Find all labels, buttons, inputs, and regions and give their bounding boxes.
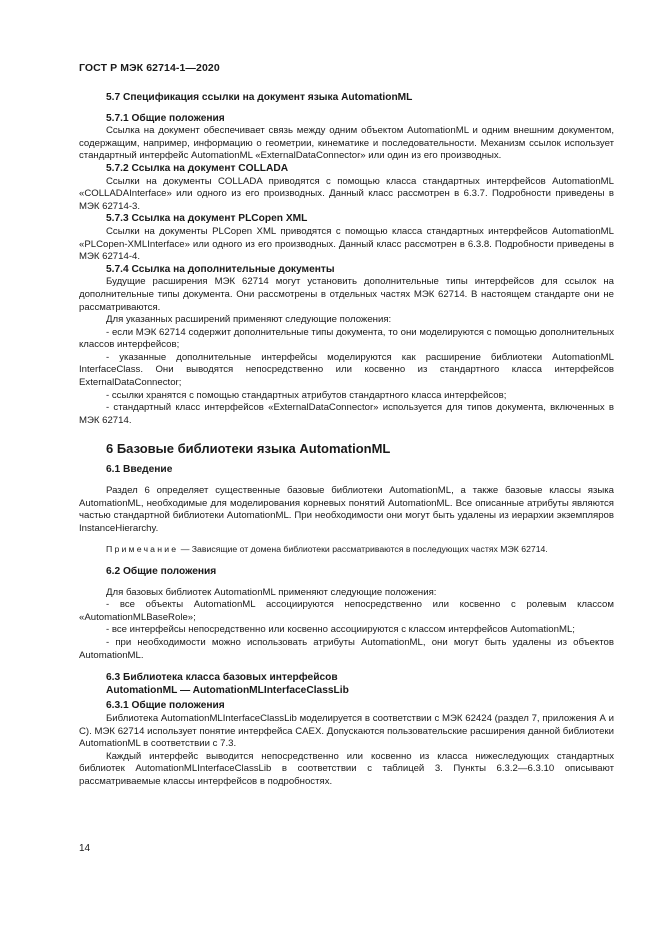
section-6-2-text: Для базовых библиотек AutomationML применяют следующие положения: [106, 586, 437, 598]
section-6-3-title-line-2: AutomationML — AutomationMLInterfaceClassLib [106, 684, 349, 696]
section-6-3-title-line-1: 6.3 Библиотека класса базовых интерфейсов [106, 672, 338, 684]
section-6-3-1-text-1: Библиотека AutomationMLInterfaceClassLib моделируется в соответствии с МЭК 62424 (раздел 7, приложения А и С). МЭК 62714 использует понятие интерфейса CAEX. Допускаются пользовательские расширения данной библиотеки AutomationML в соответствии с 7.3. [79, 712, 614, 750]
list-item: - все интерфейсы непосредственно или косвенно ассоциируются с классом интерфейсов AutomationML; [106, 624, 575, 636]
section-5-7-3-title: 5.7.3 Ссылка на документ PLCopen XML [106, 213, 308, 225]
section-6-3-1-text-2: Каждый интерфейс выводится непосредственно или косвенно из класса нижеследующих стандартных библиотек AutomationMLInterfaceClassLib в соответствии с таблицей 3. Пункты 6.3.2—6.3.10 описывают рассматриваемые классы интерфейсов в подробностях. [79, 750, 614, 787]
list-item: - все объекты AutomationML ассоциируются непосредственно или косвенно с ролевым классом «AutomationMLBaseRole»; [79, 599, 614, 623]
list-item: - если МЭК 62714 содержит дополнительные типы документа, то они моделируются с помощью дополнительных классов интерфейсов; [79, 326, 614, 351]
section-5-7-2-text: Ссылки на документы COLLADA приводятся с помощью класса стандартных интерфейсов AutomationML «COLLADAInterface» или одного из его производных. Данный класс рассмотрен в 6.3.7. Подробности приведены в МЭК 62714-3. [79, 175, 614, 212]
section-5-7-1-title: 5.7.1 Общие положения [106, 112, 225, 124]
section-5-7-2-title: 5.7.2 Ссылка на документ COLLADA [106, 162, 289, 174]
section-5-7-4-title: 5.7.4 Ссылка на дополнительные документы [106, 263, 335, 275]
page-number: 14 [79, 843, 91, 854]
section-6-1-text: Раздел 6 определяет существенные базовые библиотеки AutomationML, а также базовые классы языка AutomationML, необходимые для моделирования корневых понятий AutomationML. Все описанные атрибуты являются частью стандартной библиотеки AutomationML. При необходимости они могут быть удалены из иерархии экземпляров InstanceHierarchy. [79, 485, 614, 534]
section-6-3-1-title: 6.3.1 Общие положения [106, 700, 225, 712]
note-label: Примечание [106, 544, 179, 555]
note-text: — Зависящие от домена библиотеки рассматриваются в последующих частях МЭК 62714. [178, 544, 548, 555]
section-6-1-title: 6.1 Введение [106, 464, 173, 476]
section-5-7-title: 5.7 Спецификация ссылки на документ языка AutomationML [106, 92, 413, 103]
section-6-2-title: 6.2 Общие положения [106, 566, 217, 577]
list-item: - ссылки хранятся с помощью стандартных атрибутов стандартного класса интерфейсов; [106, 389, 507, 401]
section-6-title: 6 Базовые библиотеки языка AutomationML [106, 441, 391, 457]
list-item: - при необходимости можно использовать атрибуты AutomationML, они могут быть удалены из объектов AutomationML. [79, 636, 614, 661]
note [79, 543, 614, 556]
list-item: - стандартный класс интерфейсов «ExternalDataConnector» используется для типов документа, включенных в МЭК 62714. [79, 402, 614, 426]
section-5-7-4-text-2: Для указанных расширений применяют следующие положения: [106, 314, 392, 326]
section-5-7-1-text: Ссылка на документ обеспечивает связь между одним объектом AutomationML и одним внешним документом, содержащим, например, информацию о геометрии, кинематике и последовательности. Механизм ссылок использует стандартный интерфейс AutomationML «ExternalDataConnector» или один из его производных. [79, 125, 614, 162]
section-5-7-4-text-1: Будущие расширения МЭК 62714 могут установить дополнительные типы интерфейсов для ссылок на дополнительные типы документа. Они рассмотрены в отдельных частях МЭК 62714. В настоящем стандарте они не рассматриваются. [79, 276, 614, 313]
section-5-7-3-text: Ссылки на документы PLCopen XML приводятся с помощью класса стандартных интерфейсов AutomationML «PLCopen-XMLInterface» или одного из его производных. Данный класс рассмотрен в 6.3.8. Подробности приведены в МЭК 62714-4. [79, 225, 614, 263]
document-header-id: ГОСТ Р МЭК 62714-1—2020 [79, 62, 220, 74]
document-body [79, 92, 614, 789]
list-item: - указанные дополнительные интерфейсы моделируются как расширение библиотеки AutomationML InterfaceClass. Они выводятся непосредственно или косвенно из стандартного класса интерфейсов ExternalDataConnector; [79, 351, 614, 389]
